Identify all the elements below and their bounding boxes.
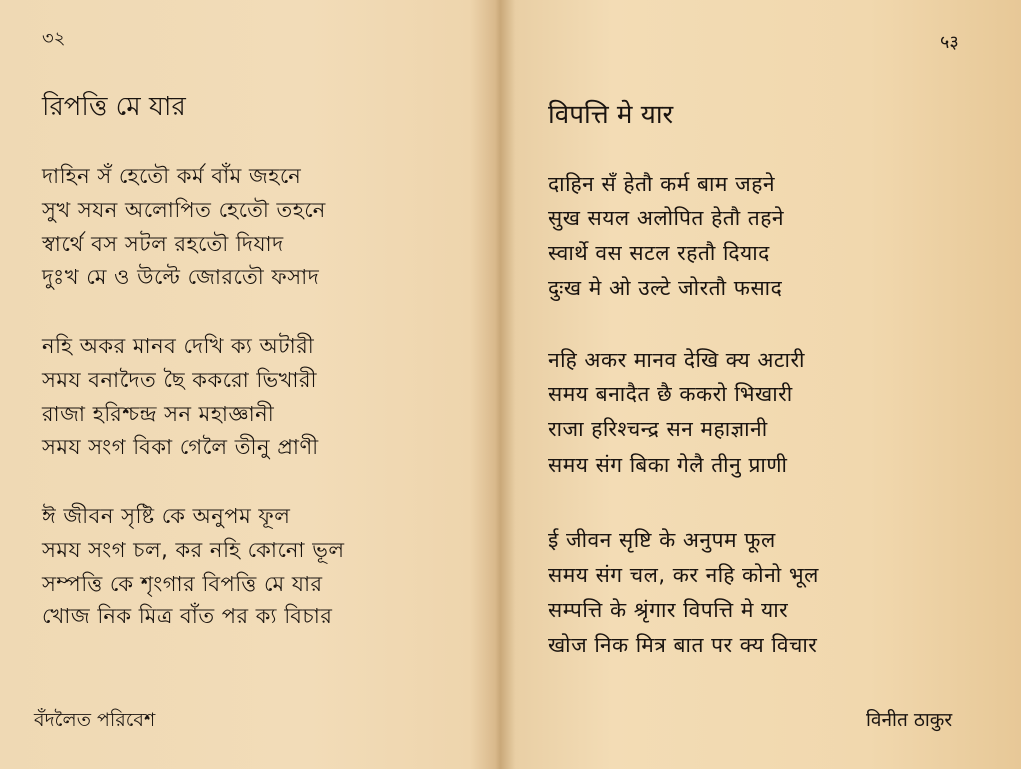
poem-line: সময বনাদৈত ছৈ ককরো ভিখারী	[42, 368, 318, 392]
poem-line: সুখ সযন অলোপিত হেতৌ তহনে	[42, 198, 326, 222]
poem-line: সম্পত্তি কে শৃংগার বিপত্তি মে যার	[42, 572, 323, 596]
poem-line: স্বার্থে বস সটল রহতৌ দিযাদ	[42, 232, 284, 256]
poem-line: সময সংগ বিকা গেলৈ তীনু প্রাণী	[42, 435, 319, 459]
poem-line: स्वार्थे वस सटल रहतौ दियाद	[548, 241, 770, 265]
poem-line: सुख सयल अलोपित हेतौ तहने	[548, 206, 785, 230]
footer-author: विनीत ठाकुर	[866, 709, 953, 731]
poem-line: समय संग बिका गेलै तीनु प्राणी	[548, 453, 788, 477]
page-number: ५३	[940, 32, 959, 53]
poem-line: दुःख मे ओ उल्टे जोरतौ फसाद	[548, 276, 783, 300]
poem-title: विपत्ति मे यार	[548, 100, 674, 130]
poem-line: नहि अकर मानव देखि क्य अटारी	[548, 348, 805, 372]
poem-line: दाहिन सँ हेतौ कर्म बाम जहने	[548, 172, 776, 196]
poem-title: রিপত্তি মে যার	[42, 92, 186, 122]
poem-line: ঈ জীবন সৃষ্টি কে অনুপম ফূল	[42, 504, 291, 528]
poem-line: सम्पत्ति के श्रृंगार विपत्ति मे यार	[548, 598, 789, 622]
poem-line: ई जीवन सृष्टि के अनुपम फूल	[548, 528, 776, 552]
poem-line: দুঃখ মে ও উল্টে জোরতৌ ফসাদ	[42, 265, 320, 289]
poem-line: समय संग चल, कर नहि कोनो भूल	[548, 563, 819, 587]
poem-line: राजा हरिश्चन्द्र सन महाज्ञानी	[548, 417, 768, 441]
right-page	[500, 0, 1021, 769]
footer-title: বঁদলৈত পরিবেশ	[34, 709, 156, 731]
poem-line: समय बनादैत छै ककरो भिखारी	[548, 382, 793, 406]
page-number: ৩২	[42, 28, 66, 49]
poem-line: সময সংগ চল, কর নহি কোনো ভূল	[42, 538, 345, 562]
poem-line: খোজ নিক মিত্র বাঁত পর ক্য বিচার	[42, 604, 333, 628]
left-page	[0, 0, 495, 769]
poem-line: নহি অকর মানব দেখি ক্য অটারী	[42, 334, 315, 358]
poem-line: দাহিন সঁ হেতৌ কর্ম বাঁম জহনে	[42, 164, 302, 188]
poem-line: রাজা হরিশ্চন্দ্র সন মহাজ্ঞানী	[42, 402, 275, 426]
poem-line: खोज निक मित्र बात पर क्य विचार	[548, 633, 818, 657]
